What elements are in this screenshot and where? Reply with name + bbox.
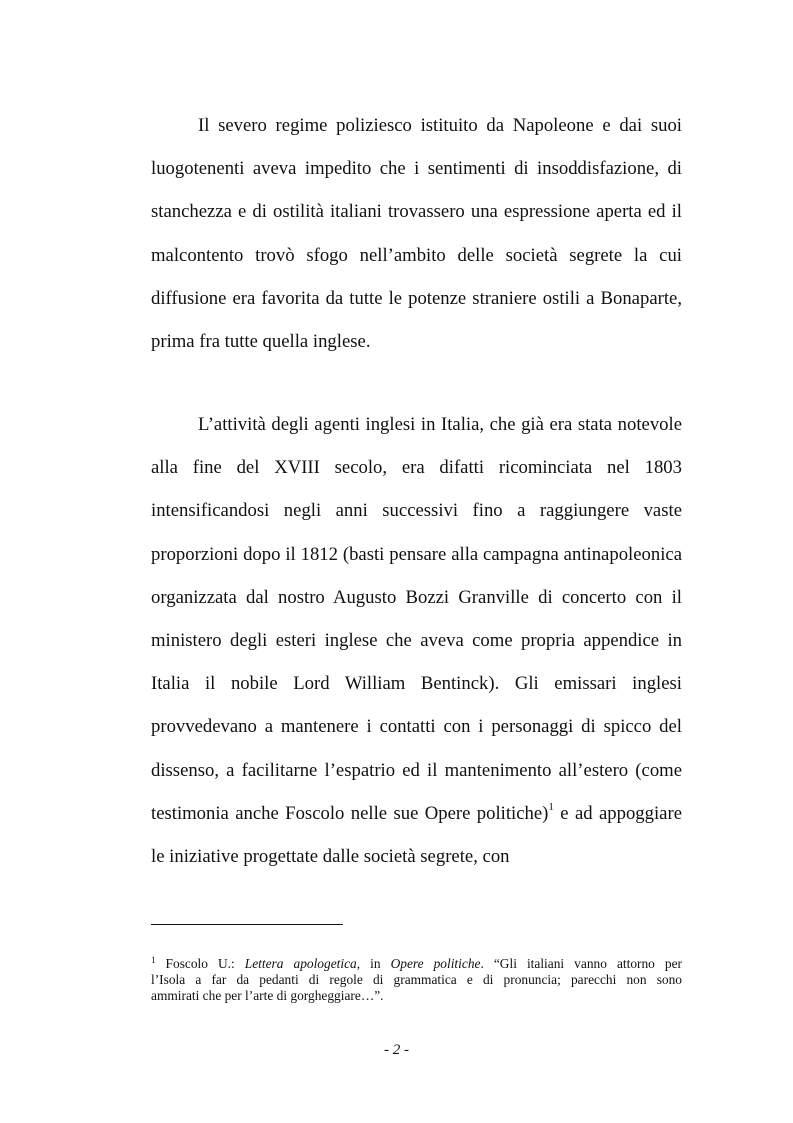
line-text: testimonia anche Foscolo nelle sue Opere politiche)	[151, 802, 549, 824]
paragraph-line: malcontento trovò sfogo nell’ambito delle società segrete la cui	[151, 244, 682, 266]
paragraph-line: stanchezza e di ostilità italiani trovassero una espressione aperta ed il	[151, 201, 682, 223]
paragraph-line: le iniziative progettate dalle società segrete, con	[151, 845, 510, 867]
paragraph-line: L’attività degli agenti inglesi in Italia, che già era stata notevole	[198, 414, 682, 435]
paragraph-line: alla fine del XVIII secolo, era difatti ricominciata nel 1803	[151, 457, 682, 479]
paragraph-line: Il severo regime poliziesco istituito da Napoleone e dai suoi	[198, 115, 682, 136]
footnote-reference[interactable]: 1	[548, 800, 554, 813]
footnote-line: ammirati che per l’arte di gorgheggiare…”.	[151, 988, 384, 1004]
paragraph-line: provvedevano a mantenere i contatti con i personaggi di spicco del	[151, 716, 682, 738]
paragraph-line: organizzata dal nostro Augusto Bozzi Granville di concerto con il	[151, 586, 682, 608]
paragraph-line: proporzioni dopo il 1812 (basti pensare alla campagna antinapoleonica	[151, 543, 682, 565]
footnote-connector: , in	[356, 956, 391, 971]
line-text: e ad appoggiare	[560, 802, 682, 824]
footnote	[151, 956, 682, 1005]
paragraph-line: luogotenenti aveva impedito che i sentimenti di insoddisfazione, di	[151, 158, 682, 180]
footnote-separator	[151, 924, 343, 925]
paragraph-line: Italia il nobile Lord William Bentinck). Gli emissari inglesi	[151, 673, 682, 695]
paragraph-line: diffusione era favorita da tutte le potenze straniere ostili a Bonaparte,	[151, 287, 682, 309]
paragraph-1	[151, 104, 682, 363]
footnote-line: l’Isola a far da pedanti di regole di grammatica e di pronuncia; parecchi non sono	[151, 972, 682, 988]
footnote-author: Foscolo U.:	[165, 956, 245, 971]
paragraph-line: ministero degli esteri inglese che aveva come propria appendice in	[151, 629, 682, 651]
footnote-line	[151, 956, 682, 972]
paragraph-line: prima fra tutte quella inglese.	[151, 330, 371, 352]
footnote-quote-start: . “Gli italiani vanno attorno per	[480, 956, 683, 971]
paragraph-line: intensificandosi negli anni successivi fino a raggiungere vaste	[151, 500, 682, 522]
paragraph-line: dissenso, a facilitarne l’espatrio ed il mantenimento all’estero (come	[151, 759, 682, 781]
paragraph-2	[151, 403, 682, 878]
page-number: - 2 -	[384, 1042, 409, 1058]
footnote-work-title: Lettera apologetica	[244, 956, 357, 971]
paragraph-line-with-footnote	[151, 792, 682, 835]
footnote-collection-title: Opere politiche	[390, 956, 481, 971]
footnote-number: 1	[151, 955, 156, 965]
